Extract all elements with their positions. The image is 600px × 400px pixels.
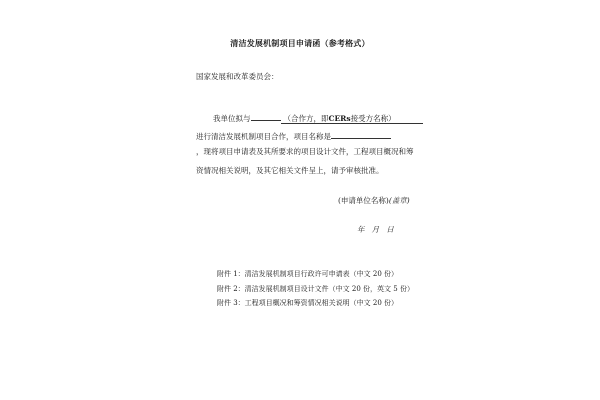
salutation: 国家发展和改革委员会： xyxy=(196,72,279,81)
paragraph-1 xyxy=(213,111,423,124)
para1-bracket-open: （合作方，即 xyxy=(283,114,329,123)
paragraph-3: ，现将项目申请表及其所要求的项目设计文件，工程项目概况和筹 xyxy=(196,147,414,156)
paragraph-4: 资情况相关说明，及其它相关文件呈上，请予审核批准。 xyxy=(196,166,384,175)
attachment-item: 附件 3：工程项目概况和筹资情况相关说明（中文 20 份） xyxy=(217,299,399,307)
seal-label: (盖章) xyxy=(388,196,410,205)
date-line: 年 月 日 xyxy=(357,225,394,234)
para1-prefix: 我单位拟与 xyxy=(213,114,251,123)
para2-prefix: 进行清洁发展机制项目合作，项目名称是 xyxy=(196,132,331,141)
cers-label: CERs xyxy=(328,114,351,123)
applicant-name-label: (申请单位名称) xyxy=(338,196,389,205)
document-title: 清洁发展机制项目申请函（参考格式） xyxy=(230,38,370,48)
attachment-item: 附件 1：清洁发展机制项目行政许可申请表（中文 20 份） xyxy=(217,270,399,278)
partner-blank xyxy=(251,111,281,121)
project-name-blank xyxy=(331,129,391,139)
attachment-item: 附件 2：清洁发展机制项目设计文件（中文 20 份，英文 5 份） xyxy=(217,285,414,293)
paragraph-2 xyxy=(196,129,391,142)
para1-bracket-rest: 接受方名称） xyxy=(350,114,396,123)
partner-blank-hint xyxy=(281,114,423,124)
signature-line xyxy=(338,196,410,206)
